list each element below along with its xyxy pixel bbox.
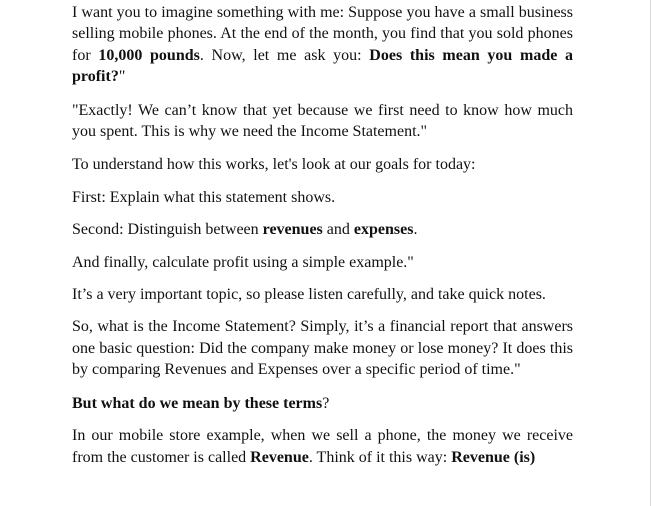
paragraph-8: So, what is the Income Statement? Simply, it’s a financial report that answers one basic question: Did the company make money or lose money? It does this by comparing Revenues and Expenses over a specific period of time." xyxy=(72,318,573,379)
bold-run: 10,000 pounds xyxy=(98,46,200,64)
paragraph-2: "Exactly! We can’t know that yet because we first need to know how much you spent. This is why we need the Income Statement." xyxy=(72,101,573,141)
paragraph-4: First: Explain what this statement shows. xyxy=(72,188,336,206)
bold-run: Revenue xyxy=(250,448,309,466)
bold-run: revenues xyxy=(262,221,323,239)
text-run: Second: Distinguish between xyxy=(72,221,263,239)
paragraph-3: To understand how this works, let's look at our goals for today: xyxy=(72,156,476,174)
bold-run: expenses xyxy=(353,221,414,239)
paragraph-5 xyxy=(72,219,573,240)
text-run: " xyxy=(118,68,126,86)
paragraph-7: It’s a very important topic, so please listen carefully, and take quick notes. xyxy=(72,286,546,304)
document-page xyxy=(72,2,573,480)
paragraph-10 xyxy=(72,425,573,468)
paragraph-6: And finally, calculate profit using a simple example." xyxy=(72,253,414,271)
text-run: In our mobile store example, when we sell a phone, the money we receive from the customer is called xyxy=(72,427,573,466)
text-run: and xyxy=(322,221,354,239)
bold-run: But what do we mean by these terms xyxy=(72,394,323,412)
bold-run: Does this mean you made a profit? xyxy=(72,46,573,86)
bold-run: Revenue (is) xyxy=(451,448,536,466)
text-run: . xyxy=(413,221,418,239)
paragraph-9 xyxy=(72,393,573,414)
text-run: ? xyxy=(322,394,330,412)
text-run: . Think of it this way: xyxy=(308,448,452,466)
text-run: . Now, let me ask you: xyxy=(199,46,370,64)
paragraph-1 xyxy=(72,2,573,88)
text-run: I want you to imagine something with me: Suppose you have a small business selling mobile phones. At the end of the month, you find that you sold phones for xyxy=(72,4,573,64)
